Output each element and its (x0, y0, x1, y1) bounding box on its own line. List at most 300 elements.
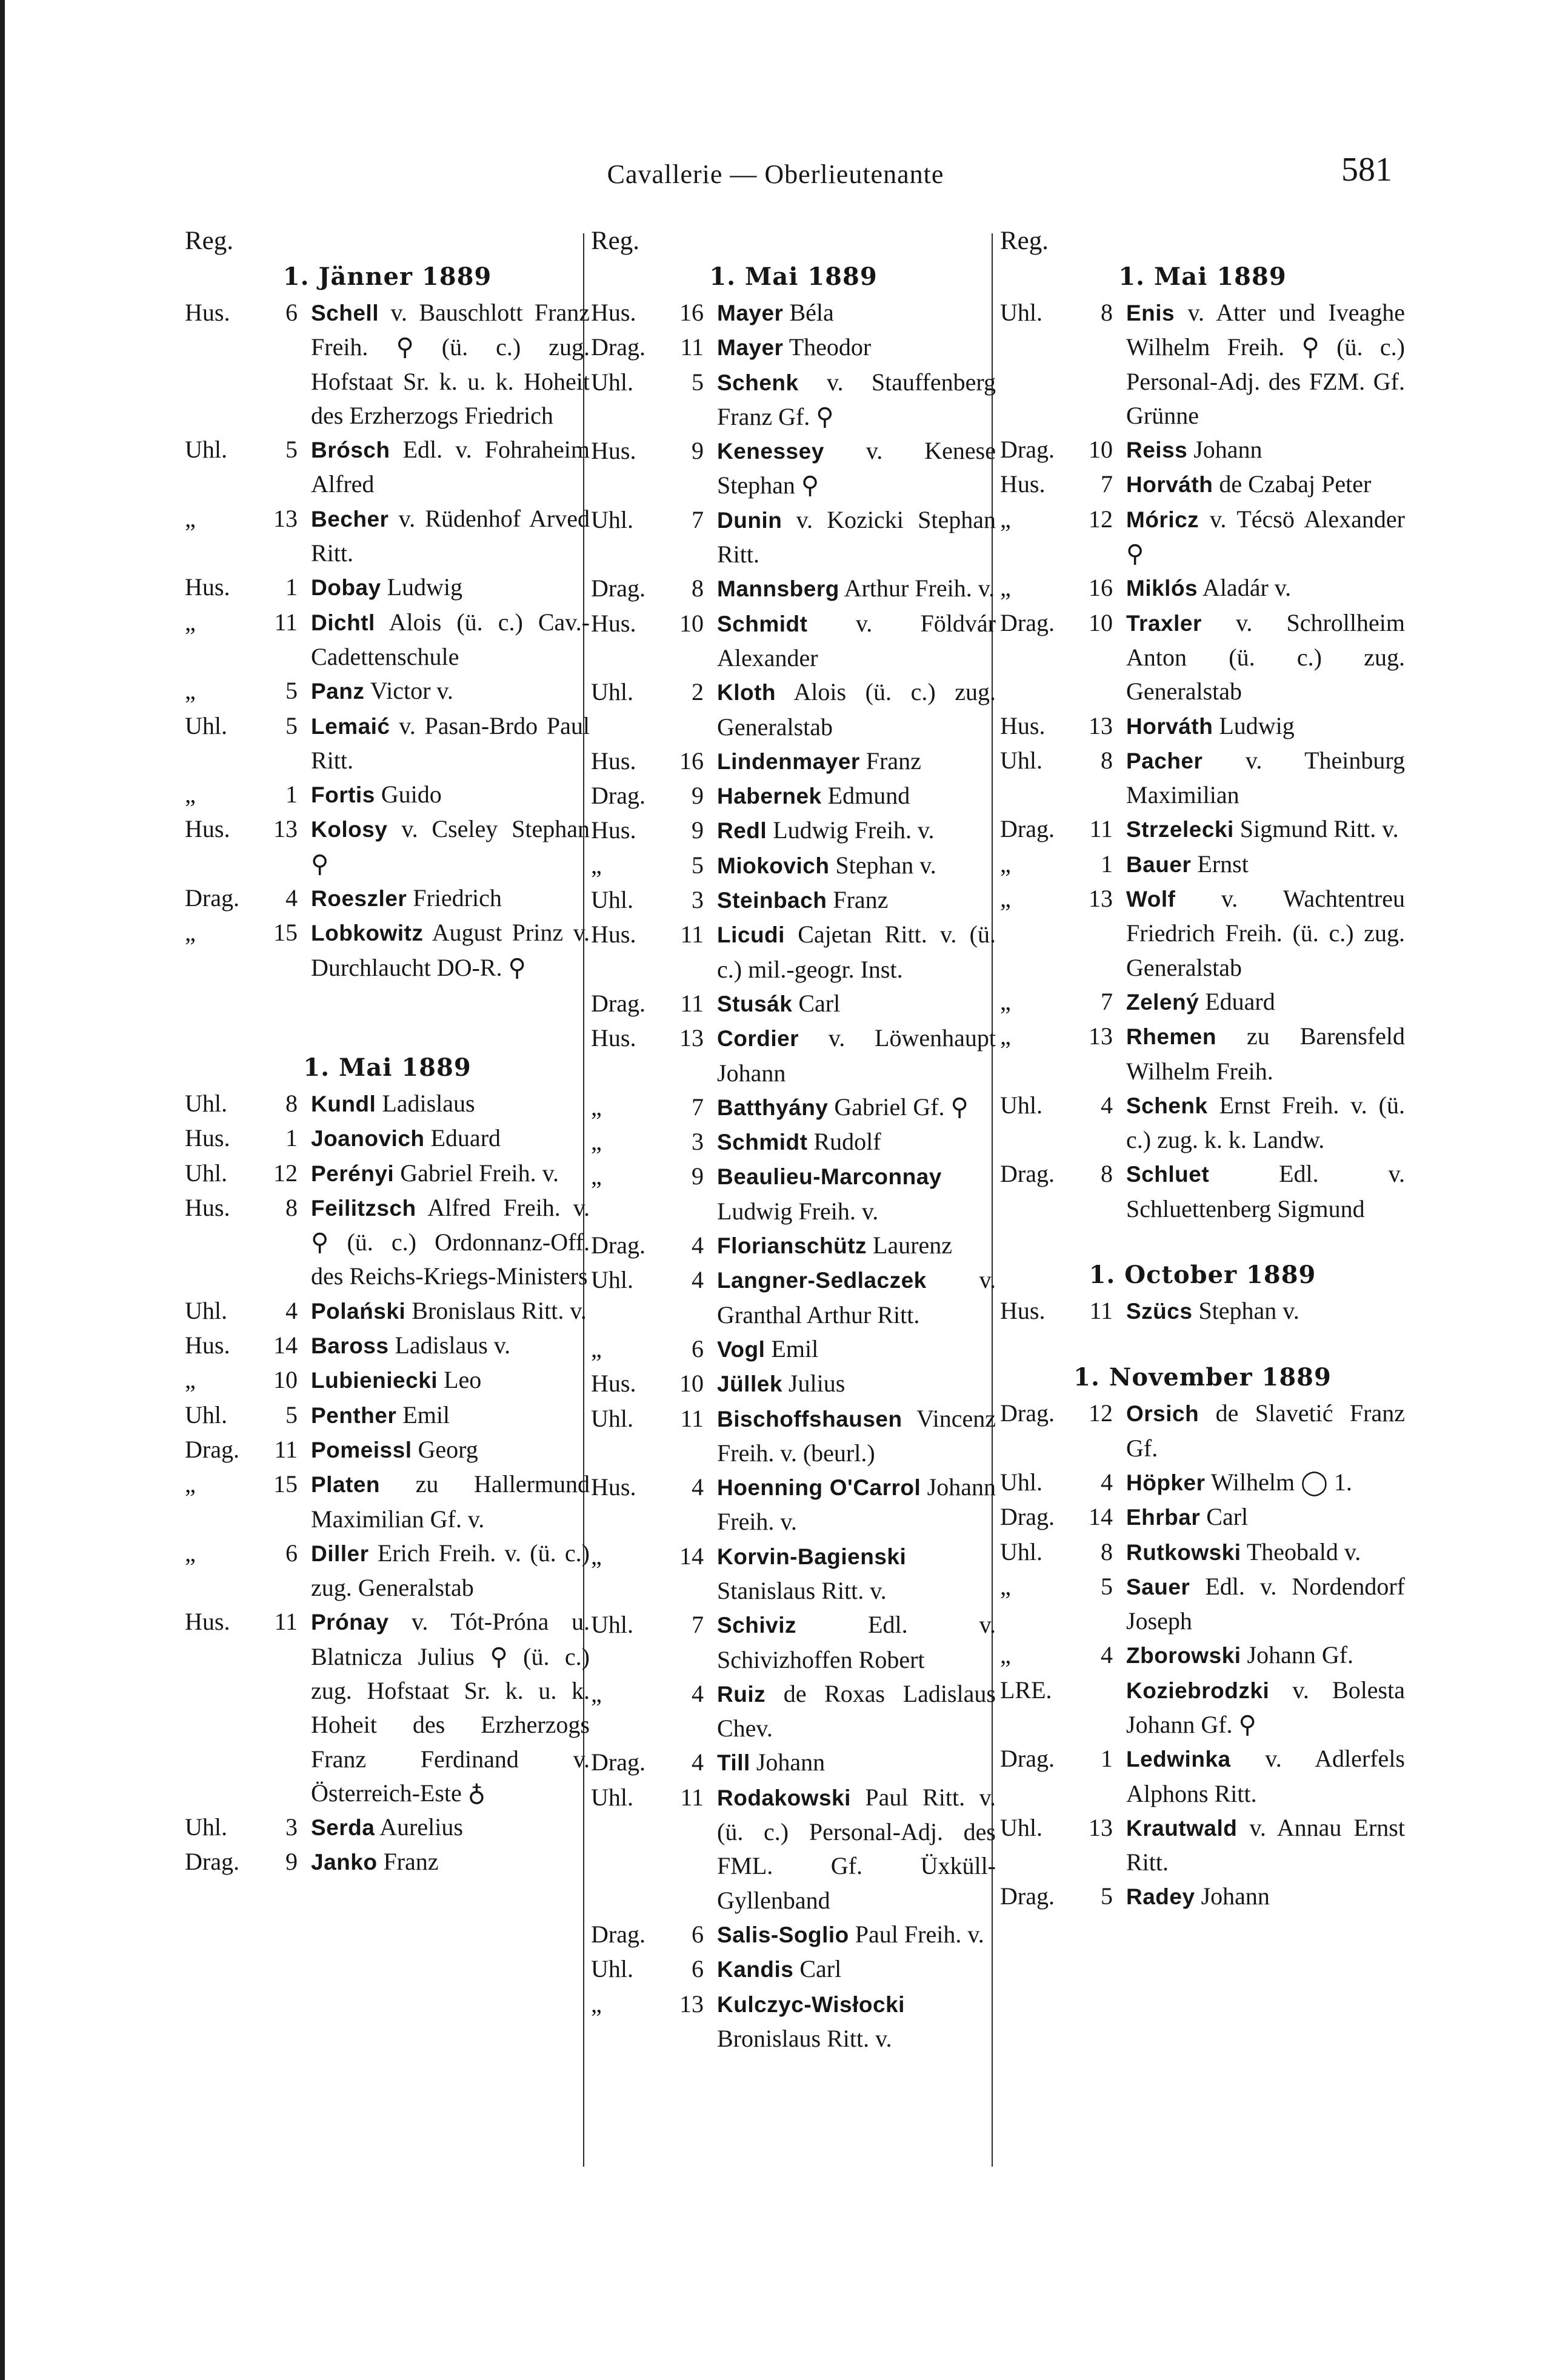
officer-details: Wilhelm ◯ 1. (1205, 1468, 1352, 1496)
officer-entry (717, 1745, 996, 1780)
roster-entry (185, 1121, 590, 1156)
officer-surname: Miokovich (717, 853, 830, 878)
regiment-type: Uhl. (185, 1401, 227, 1428)
officer-details: Laurenz (867, 1232, 953, 1259)
regiment-type: „ (591, 1679, 602, 1707)
officer-entry (717, 675, 996, 744)
officer-details: Erich Freih. v. (ü. c.) zug. Generalstab (311, 1539, 590, 1602)
officer-entry (311, 605, 590, 675)
regiment-type: Drag. (591, 1748, 645, 1776)
officer-details: Emil (396, 1401, 450, 1428)
officer-surname: Platen (311, 1472, 381, 1498)
officer-entry (717, 1470, 996, 1539)
officer-entry (1126, 1465, 1405, 1500)
regiment-number: 14 (1089, 1503, 1113, 1531)
column-label: Reg. (591, 227, 640, 255)
officer-surname: Krautwald (1126, 1815, 1238, 1841)
roster-entry (185, 433, 590, 502)
officer-surname: Perényi (311, 1161, 395, 1186)
officer-surname: Panz (311, 679, 365, 704)
officer-entry (311, 1294, 590, 1328)
regiment-type: „ (1000, 505, 1011, 533)
officer-surname: Lindenmayer (717, 748, 860, 774)
officer-entry (311, 1845, 590, 1879)
officer-details: Ludwig (1213, 712, 1295, 739)
regiment-type: Drag. (1000, 1160, 1055, 1188)
officer-entry (311, 1398, 590, 1433)
regiment-number: 5 (285, 677, 298, 705)
column-3 (1000, 224, 1405, 1915)
officer-entry (311, 1087, 590, 1121)
regiment-number: 13 (1089, 885, 1113, 913)
officer-surname: Cordier (717, 1026, 799, 1052)
officer-surname: Joanovich (311, 1126, 425, 1152)
officer-entry (717, 1608, 996, 1677)
roster-entry (185, 881, 590, 916)
officer-entry (311, 674, 590, 708)
officer-surname: Schmidt (717, 1130, 808, 1155)
officer-details: Bronislaus Ritt. v. (717, 2024, 892, 2052)
officer-surname: Schluet (1126, 1162, 1210, 1187)
officer-details: Carl (792, 989, 841, 1017)
officer-entry (311, 1536, 590, 1605)
officer-entry (717, 434, 996, 503)
officer-surname: Kundl (311, 1091, 376, 1116)
regiment-type: Uhl. (591, 368, 633, 396)
roster-entry (591, 1745, 996, 1780)
officer-surname: Redl (717, 818, 767, 844)
officer-surname: Habernek (717, 784, 822, 809)
officer-surname: Mayer (717, 335, 784, 361)
regiment-type: Uhl. (1000, 1538, 1042, 1565)
officer-details: Franz (859, 747, 921, 775)
promotion-date-heading: 1. Mai 1889 (303, 1053, 472, 1082)
officer-details: v. Tót-Próna u. Blatnicza Julius ⚲ (ü. c.) zug. Hofstaat Sr. k. u. k. Hoheit des Erzherzogs Franz Ferdinand v. Österreich-Este ♁ (311, 1608, 590, 1807)
officer-entry (717, 987, 996, 1021)
officer-entry (311, 1328, 590, 1363)
regiment-type: „ (1000, 1022, 1011, 1050)
regiment-number: 6 (285, 299, 298, 326)
regiment-type: „ (185, 677, 196, 705)
roster-entry (591, 848, 996, 883)
officer-entry (717, 607, 996, 676)
regiment-number: 4 (285, 884, 298, 912)
roster-entry (591, 1608, 996, 1677)
officer-surname: Lobkowitz (311, 921, 424, 946)
regiment-number: 13 (679, 1990, 704, 2018)
regiment-number: 13 (679, 1024, 704, 1052)
officer-surname: Lemaić (311, 713, 390, 739)
officer-entry (1126, 847, 1405, 882)
regiment-number: 14 (679, 1542, 704, 1570)
officer-entry (1126, 606, 1405, 709)
officer-entry (717, 848, 996, 883)
officer-details: Gabriel Gf. ⚲ (828, 1093, 969, 1121)
regiment-type: Drag. (591, 989, 645, 1017)
regiment-number: 8 (1101, 746, 1113, 774)
regiment-number: 3 (285, 1813, 298, 1841)
officer-entry (717, 1987, 996, 2056)
officer-details: Stephan v. (829, 851, 936, 879)
officer-entry (1126, 571, 1405, 605)
roster-entry (1000, 882, 1405, 985)
regiment-type: Uhl. (185, 436, 227, 464)
regiment-type: Drag. (591, 1920, 645, 1948)
regiment-number: 1 (285, 573, 298, 601)
roster-entry (591, 1367, 996, 1401)
regiment-number: 4 (692, 1748, 704, 1776)
officer-entry (1126, 744, 1405, 813)
officer-entry (1126, 812, 1405, 847)
regiment-number: 4 (692, 1473, 704, 1501)
officer-details: Alfred Freih. v. ⚲ (ü. c.) Ordonnanz-Off. des Reichs-Kriegs-Ministers (311, 1193, 590, 1290)
regiment-type: Drag. (1000, 815, 1055, 843)
regiment-number: 4 (692, 1679, 704, 1707)
officer-entry (717, 779, 996, 813)
officer-entry (717, 503, 996, 572)
roster-entry (185, 674, 590, 708)
officer-surname: Bauer (1126, 852, 1192, 877)
officer-details: Johann (1187, 436, 1262, 464)
regiment-type: Drag. (185, 884, 239, 912)
regiment-number: 13 (1089, 1813, 1113, 1841)
officer-details: Johann Gf. (1241, 1641, 1354, 1669)
officer-details: v. Löwenhaupt Johann (717, 1024, 996, 1087)
regiment-type: Hus. (185, 1193, 230, 1221)
page-header (0, 151, 1551, 201)
regiment-type: „ (185, 1470, 196, 1498)
regiment-number: 15 (273, 919, 298, 947)
officer-details: Aladár v. (1198, 574, 1292, 602)
officer-details: Ernst (1191, 850, 1249, 878)
roster-entry (591, 365, 996, 435)
roster-entry (185, 916, 590, 985)
officer-details: Leo (438, 1366, 482, 1394)
officer-entry (311, 1605, 590, 1810)
roster-entry (185, 1605, 590, 1810)
regiment-number: 11 (680, 921, 704, 948)
regiment-type: „ (591, 1128, 602, 1156)
officer-details: Edl. v. Schivizhoffen Robert (717, 1611, 996, 1673)
officer-details: Julius (782, 1370, 846, 1398)
roster-entry (185, 1845, 590, 1879)
regiment-type: Hus. (185, 573, 230, 601)
regiment-type: Uhl. (591, 886, 633, 914)
regiment-type: Uhl. (591, 1955, 633, 1983)
roster-entry (1000, 1157, 1405, 1226)
officer-details: Alois (ü. c.) Cav.-Cadettenschule (311, 608, 590, 670)
officer-details: v. Bolesta Johann Gf. ⚲ (1126, 1676, 1405, 1738)
roster-entry (591, 1470, 996, 1539)
regiment-number: 4 (1101, 1468, 1113, 1496)
officer-details: Sigmund Ritt. v. (1233, 815, 1399, 843)
regiment-type: „ (1000, 850, 1011, 878)
roster-entry (185, 296, 590, 433)
roster-entry (591, 1263, 996, 1332)
officer-entry (1126, 1396, 1405, 1465)
officer-entry (311, 570, 590, 605)
regiment-number: 1 (285, 781, 298, 808)
regiment-number: 15 (273, 1470, 298, 1498)
officer-details: Carl (1200, 1503, 1249, 1531)
officer-details: Ernst Freih. v. (ü. c.) zug. k. k. Landw. (1126, 1091, 1405, 1154)
regiment-number: 8 (1101, 1160, 1113, 1188)
regiment-number: 11 (274, 608, 298, 636)
officer-surname: Dobay (311, 575, 381, 601)
officer-details: Paul Freih. v. (849, 1920, 984, 1948)
roster-entry (591, 1159, 996, 1228)
officer-entry (1126, 1879, 1405, 1914)
regiment-type: Drag. (591, 575, 645, 602)
officer-entry (717, 1918, 996, 1952)
regiment-number: 5 (285, 1401, 298, 1428)
regiment-number: 11 (680, 1783, 704, 1811)
regiment-type: „ (591, 1335, 602, 1362)
regiment-number: 9 (692, 1162, 704, 1190)
officer-entry (311, 502, 590, 571)
regiment-number: 5 (285, 436, 298, 464)
officer-entry (1126, 1570, 1405, 1639)
roster-entry (591, 1952, 996, 1987)
roster-entry (591, 296, 996, 330)
officer-details: zu Barensfeld Wilhelm Freih. (1126, 1022, 1405, 1085)
regiment-number: 10 (679, 1370, 704, 1398)
roster-entry (1000, 1673, 1405, 1742)
regiment-type: Hus. (591, 1370, 636, 1398)
roster-entry (185, 812, 590, 881)
officer-surname: Korvin-Bagienski (717, 1544, 907, 1569)
officer-surname: Ehrbar (1126, 1505, 1201, 1530)
officer-entry (717, 1263, 996, 1332)
roster-entry (1000, 1535, 1405, 1570)
regiment-number: 5 (1101, 1572, 1113, 1600)
officer-entry (311, 296, 590, 433)
regiment-type: Hus. (185, 1332, 230, 1359)
section-spacer (185, 985, 590, 1049)
regiment-type: Hus. (1000, 470, 1046, 498)
officer-entry (311, 1191, 590, 1294)
regiment-number: 3 (692, 1128, 704, 1156)
regiment-type: Hus. (185, 1124, 230, 1152)
officer-surname: Ledwinka (1126, 1747, 1231, 1772)
roster-entry (1000, 709, 1405, 744)
roster-entry (185, 1087, 590, 1121)
regiment-type: Hus. (185, 299, 230, 326)
regiment-number: 4 (1101, 1641, 1113, 1669)
officer-entry (1126, 433, 1405, 467)
officer-details: v. Adlerfels Alphons Ritt. (1126, 1745, 1405, 1807)
officer-entry (1126, 1294, 1405, 1328)
officer-surname: Feilitzsch (311, 1195, 416, 1221)
roster-entry (1000, 1879, 1405, 1914)
officer-details: Béla (783, 299, 834, 326)
officer-surname: Horváth (1126, 472, 1213, 498)
roster-entry (185, 570, 590, 605)
roster-entry (185, 1328, 590, 1363)
regiment-number: 8 (285, 1089, 298, 1117)
officer-details: v. Földvár Alexander (717, 609, 996, 672)
roster-entry (591, 1402, 996, 1471)
regiment-number: 9 (692, 782, 704, 810)
roster-entry (591, 330, 996, 365)
regiment-number: 10 (679, 609, 704, 637)
officer-entry (311, 433, 590, 502)
officer-entry (1126, 709, 1405, 744)
officer-surname: Höpker (1126, 1470, 1206, 1495)
regiment-number: 8 (285, 1193, 298, 1221)
regiment-type: Uhl. (1000, 299, 1042, 326)
officer-details: Edl. v. Schluettenberg Sigmund (1126, 1160, 1405, 1222)
regiment-type: Hus. (591, 1473, 636, 1501)
roster-entry (1000, 1500, 1405, 1535)
officer-entry (1126, 1088, 1405, 1158)
officer-surname: Becher (311, 506, 389, 532)
regiment-type: Uhl. (591, 1611, 633, 1639)
regiment-type: Uhl. (185, 1296, 227, 1324)
officer-details: Emil (765, 1335, 819, 1362)
roster-entry (1000, 467, 1405, 502)
officer-details: Johann (1195, 1882, 1270, 1910)
officer-details: v. Theinburg Maximilian (1126, 746, 1405, 809)
regiment-type: Uhl. (591, 505, 633, 533)
roster-entry (1000, 1019, 1405, 1088)
regiment-number: 4 (285, 1296, 298, 1324)
roster-entry (1000, 1294, 1405, 1328)
regiment-type: Drag. (1000, 436, 1055, 464)
roster-entry (1000, 744, 1405, 813)
officer-details: Eduard (424, 1124, 501, 1152)
regiment-type: Hus. (591, 747, 636, 775)
officer-entry (1126, 296, 1405, 433)
roster-entry (185, 1467, 590, 1536)
officer-entry (717, 1402, 996, 1471)
officer-details: v. Wachtentreu Friedrich Freih. (ü. c.) zug. Generalstab (1126, 885, 1405, 981)
officer-entry (1126, 985, 1405, 1019)
roster-entry (591, 1539, 996, 1608)
officer-entry (311, 812, 590, 881)
regiment-type: Hus. (1000, 712, 1046, 739)
officer-details: de Roxas Ladislaus Chev. (717, 1679, 996, 1742)
regiment-number: 5 (692, 851, 704, 879)
officer-surname: Enis (1126, 301, 1175, 325)
roster-entry (591, 1228, 996, 1263)
officer-details: Ladislaus (376, 1089, 475, 1117)
officer-details: Franz (377, 1848, 439, 1876)
regiment-type: „ (1000, 1641, 1011, 1669)
regiment-number (1076, 1673, 1126, 1742)
officer-surname: Kandis (717, 1957, 794, 1982)
officer-details: v. Pasan-Brdo Paul Ritt. (311, 712, 590, 774)
regiment-type: Drag. (185, 1435, 239, 1463)
officer-details: de Slavetić Franz Gf. (1126, 1399, 1405, 1462)
roster-entry (591, 1332, 996, 1367)
roster-entry (185, 1433, 590, 1467)
regiment-type: Hus. (591, 816, 636, 844)
officer-details: de Czabaj Peter (1213, 470, 1372, 498)
officer-entry (311, 916, 590, 985)
officer-details: Guido (375, 781, 442, 808)
regiment-type: Uhl. (185, 1813, 227, 1841)
regiment-type: Uhl. (591, 678, 633, 706)
officer-entry (717, 1367, 996, 1401)
officer-entry (717, 813, 996, 848)
roster-entry (1000, 1570, 1405, 1639)
section-spacer (1000, 1328, 1405, 1359)
officer-entry (717, 1228, 996, 1263)
officer-surname: Pacher (1126, 748, 1203, 773)
roster-entry (1000, 1742, 1405, 1811)
regiment-number: 1 (1101, 1745, 1113, 1773)
regiment-number: 13 (273, 815, 298, 843)
officer-surname: Schell (311, 301, 379, 325)
regiment-number: 6 (692, 1955, 704, 1983)
roster-entry (185, 1191, 590, 1294)
officer-entry (717, 744, 996, 779)
officer-details: v. Rüdenhof Arved Ritt. (311, 504, 590, 567)
officer-entry (1126, 882, 1405, 985)
officer-entry (1126, 1673, 1405, 1742)
regiment-number: 7 (692, 1611, 704, 1639)
regiment-type: Uhl. (1000, 1091, 1042, 1119)
regiment-number: 6 (692, 1920, 704, 1948)
regiment-type: Uhl. (185, 1159, 227, 1187)
regiment-type: „ (185, 1366, 196, 1394)
officer-surname: Kolosy (311, 817, 388, 842)
officer-entry (311, 709, 590, 778)
regiment-number: 14 (273, 1332, 298, 1359)
regiment-number: 9 (692, 816, 704, 844)
roster-entry (591, 987, 996, 1021)
officer-entry (717, 883, 996, 918)
roster-entry (1000, 296, 1405, 433)
promotion-date-heading: 1. Mai 1889 (709, 262, 878, 291)
regiment-type: Uhl. (591, 1266, 633, 1294)
regiment-number: 3 (692, 886, 704, 914)
roster-entry (185, 1294, 590, 1328)
officer-surname: Till (717, 1750, 750, 1776)
officer-surname: Janko (311, 1850, 378, 1875)
officer-surname: Sauer (1126, 1574, 1190, 1599)
officer-surname: Radey (1126, 1884, 1195, 1910)
regiment-type: Hus. (591, 299, 636, 326)
regiment-type: „ (1000, 885, 1011, 913)
officer-surname: Mayer (717, 301, 784, 325)
promotion-date-heading: 1. Mai 1889 (1118, 262, 1287, 291)
officer-surname: Roeszler (311, 886, 407, 912)
roster-entry (591, 607, 996, 676)
regiment-type: „ (591, 1542, 602, 1570)
regiment-number: 11 (680, 333, 704, 361)
officer-surname: Rhemen (1126, 1024, 1216, 1050)
roster-entry (1000, 433, 1405, 467)
officer-surname: Schenk (1126, 1093, 1208, 1118)
officer-entry (717, 1021, 996, 1090)
regiment-number: 12 (273, 1159, 298, 1187)
officer-surname: Wolf (1126, 887, 1176, 912)
officer-entry (717, 1090, 996, 1125)
officer-surname: Jüllek (717, 1372, 782, 1397)
regiment-type: LRE. (1000, 1676, 1052, 1704)
officer-details: v. Técsö Alexander ⚲ (1126, 505, 1405, 568)
regiment-number: 6 (692, 1335, 704, 1362)
column-label: Reg. (185, 227, 234, 255)
officer-details: Edmund (821, 782, 910, 810)
officer-entry (1126, 1742, 1405, 1811)
regiment-type: „ (591, 1162, 602, 1190)
roster-entry (591, 1987, 996, 2056)
roster-entry (1000, 1811, 1405, 1880)
regiment-type: Hus. (591, 1024, 636, 1052)
